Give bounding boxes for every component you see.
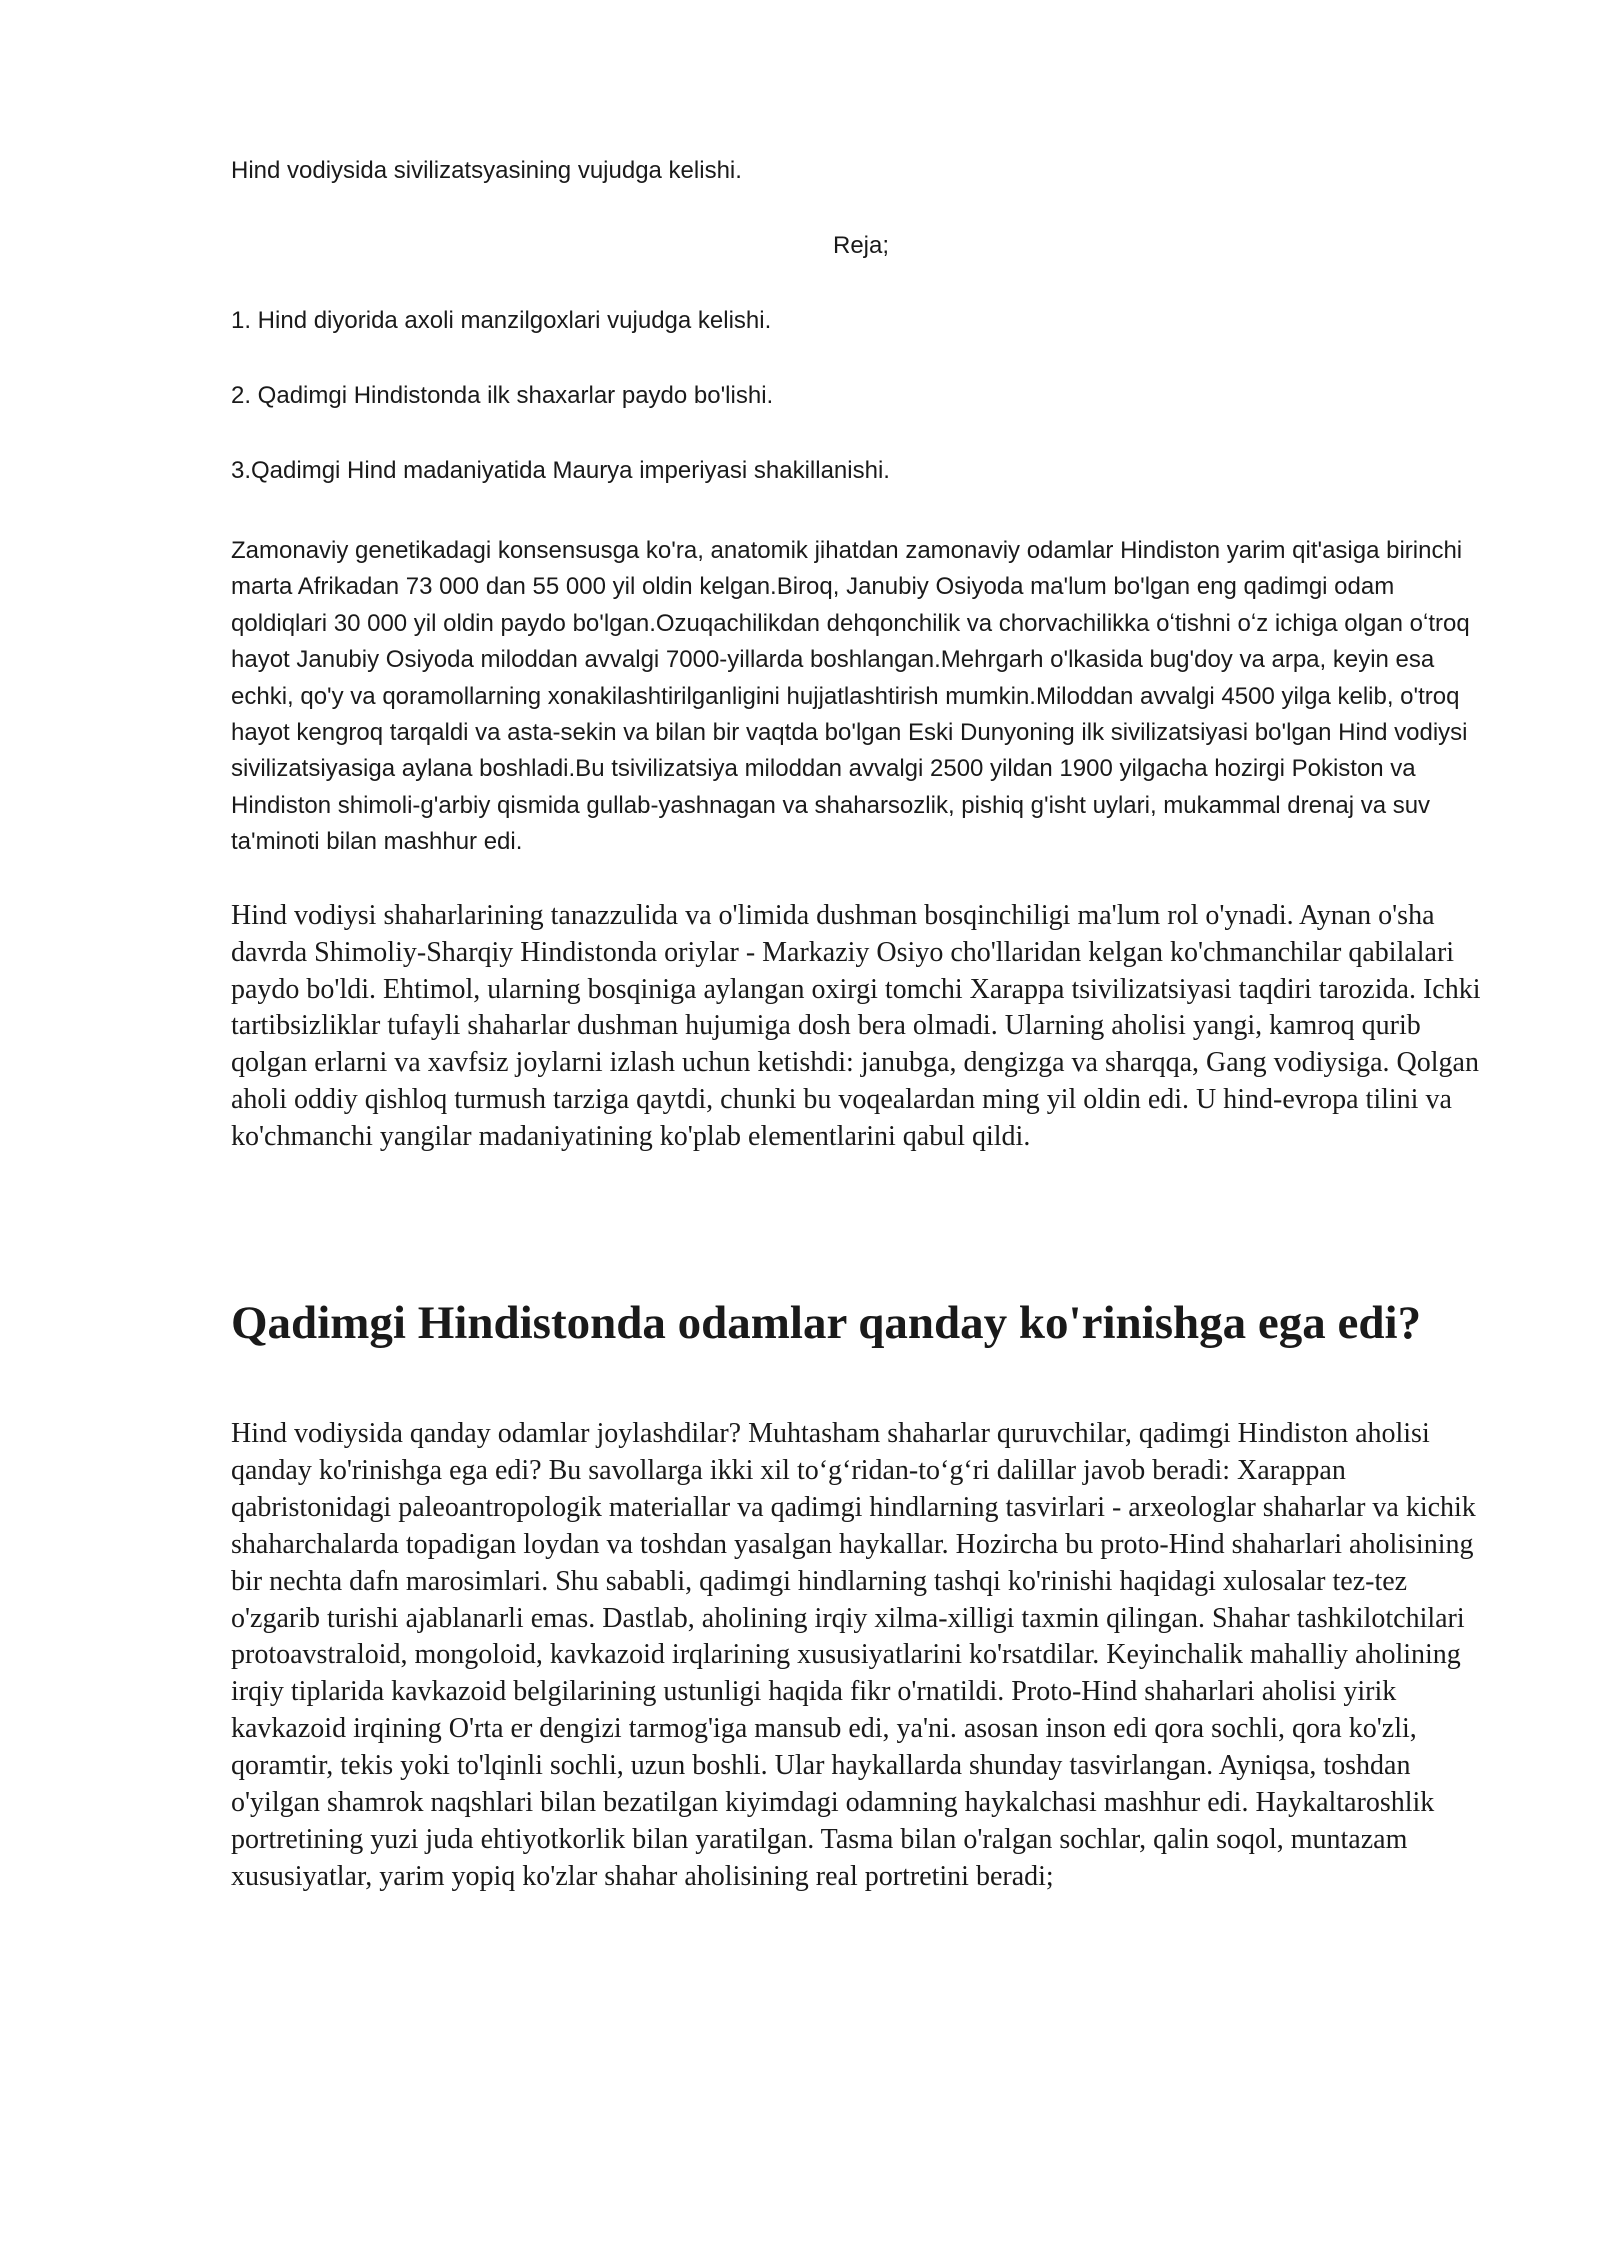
paragraph-appearance: Hind vodiysida qanday odamlar joylashdilar? Muhtasham shaharlar quruvchilar, qadimgi Hindiston aholisi qanday ko'rinishga ega edi? Bu savollarga ikki xil toʻgʻridan-toʻgʻri dalillar javob beradi: Xarappan qabristonidagi paleoantropologik materiallar va qadimgi hindlarning tasvirlari - arxeologlar shaharlar va kichik shaharchalarda topadigan loydan va toshdan yasalgan haykallar. Hozircha bu proto-Hind shaharlari aholisining bir nechta dafn marosimlari. Shu sababli, qadimgi hindlarning tashqi ko'rinishi haqidagi xulosalar tez-tez o'zgarib turishi ajablanarli emas. Dastlab, aholining irqiy xilma-xilligi taxmin qilingan. Shahar tashkilotchilari protoavstraloid, mongoloid, kavkazoid irqlarining xususiyatlarini ko'rsatdilar. Keyinchalik mahalliy aholining irqiy tiplarida kavkazoid belgilarining ustunligi haqida fikr o'rnatildi. Proto-Hind shaharlari aholisi yirik kavkazoid irqining O'rta er dengizi tarmog'iga mansub edi, ya'ni. asosan inson edi qora sochli, qora ko'zli, qoramtir, tekis yoki to'lqinli sochli, uzun boshli. Ular haykallarda shunday tasvirlangan. Ayniqsa, toshdan o'yilgan shamrok naqshlari bilan bezatilgan kiyimdagi odamning haykalchasi mashhur edi. Haykaltaroshlik portretining yuzi juda ehtiyotkorlik bilan yaratilgan. Tasma bilan o'ralgan sochlar, qalin soqol, muntazam xususiyatlar, yarim yopiq ko'zlar shahar aholisining real portretini beradi; [231, 1418, 1476, 1892]
plan-heading: Reja; [833, 232, 890, 259]
paragraph-genetics: Zamonaviy genetikadagi konsensusga ko'ra, anatomik jihatdan zamonaviy odamlar Hindiston yarim qit'asiga birinchi marta Afrikadan 73 000 dan 55 000 yil oldin kelgan.Biroq, Janubiy Osiyoda ma'lum bo'lgan eng qadimgi odam qoldiqlari 30 000 yil oldin paydo bo'lgan.Ozuqachilikdan dehqonchilik va chorvachilikka oʻtishni oʻz ichiga olgan oʻtroq hayot Janubiy Osiyoda miloddan avvalgi 7000-yillarda boshlangan.Mehrgarh o'lkasida bug'doy va arpa, keyin esa echki, qo'y va qoramollarning xonakilashtirilganligini hujjatlashtirish mumkin.Miloddan avvalgi 4500 yilga kelib, o'troq hayot kengroq tarqaldi va asta-sekin va bilan bir vaqtda bo'lgan Eski Dunyoning ilk sivilizatsiyasi bo'lgan Hind vodiysi sivilizatsiyasiga aylana boshladi.Bu tsivilizatsiya miloddan avvalgi 2500 yildan 1900 yilgacha hozirgi Pokiston va Hindiston shimoli-g'arbiy qismida gullab-yashnagan va shaharsozlik, pishiq g'isht uylari, mukammal drenaj va suv ta'minoti bilan mashhur edi. [231, 537, 1470, 856]
paragraph-decline: Hind vodiysi shaharlarining tanazzulida va o'limida dushman bosqinchiligi ma'lum rol o'ynadi. Aynan o'sha davrda Shimoliy-Sharqiy Hindistonda oriylar - Markaziy Osiyo cho'llaridan kelgan ko'chmanchilar qabilalari paydo bo'ldi. Ehtimol, ularning bosqiniga aylangan oxirgi tomchi Xarappa tsivilizatsiyasi taqdiri tarozida. Ichki tartibsizliklar tufayli shaharlar dushman hujumiga dosh bera olmadi. Ularning aholisi yangi, kamroq qurib qolgan erlarni va xavfsiz joylarni izlash uchun ketishdi: janubga, dengizga va sharqqa, Gang vodiysiga. Qolgan aholi oddiy qishloq turmush tarziga qaytdi, chunki bu voqealardan ming yil oldin edi. U hind-evropa tilini va ko'chmanchi yangilar madaniyatining ko'plab elementlarini qabul qildi. [231, 900, 1481, 1152]
plan-item-2: 2. Qadimgi Hindistonda ilk shaxarlar paydo bo'lishi. [231, 382, 774, 409]
plan-item-3: 3.Qadimgi Hind madaniyatida Maurya imperiyasi shakillanishi. [231, 457, 890, 484]
document-title: Hind vodiysida sivilizatsyasining vujudga kelishi. [231, 157, 742, 184]
section-heading: Qadimgi Hindistonda odamlar qanday ko'rinishga ega edi? [231, 1297, 1422, 1349]
plan-item-1: 1. Hind diyorida axoli manzilgoxlari vujudga kelishi. [231, 307, 772, 334]
